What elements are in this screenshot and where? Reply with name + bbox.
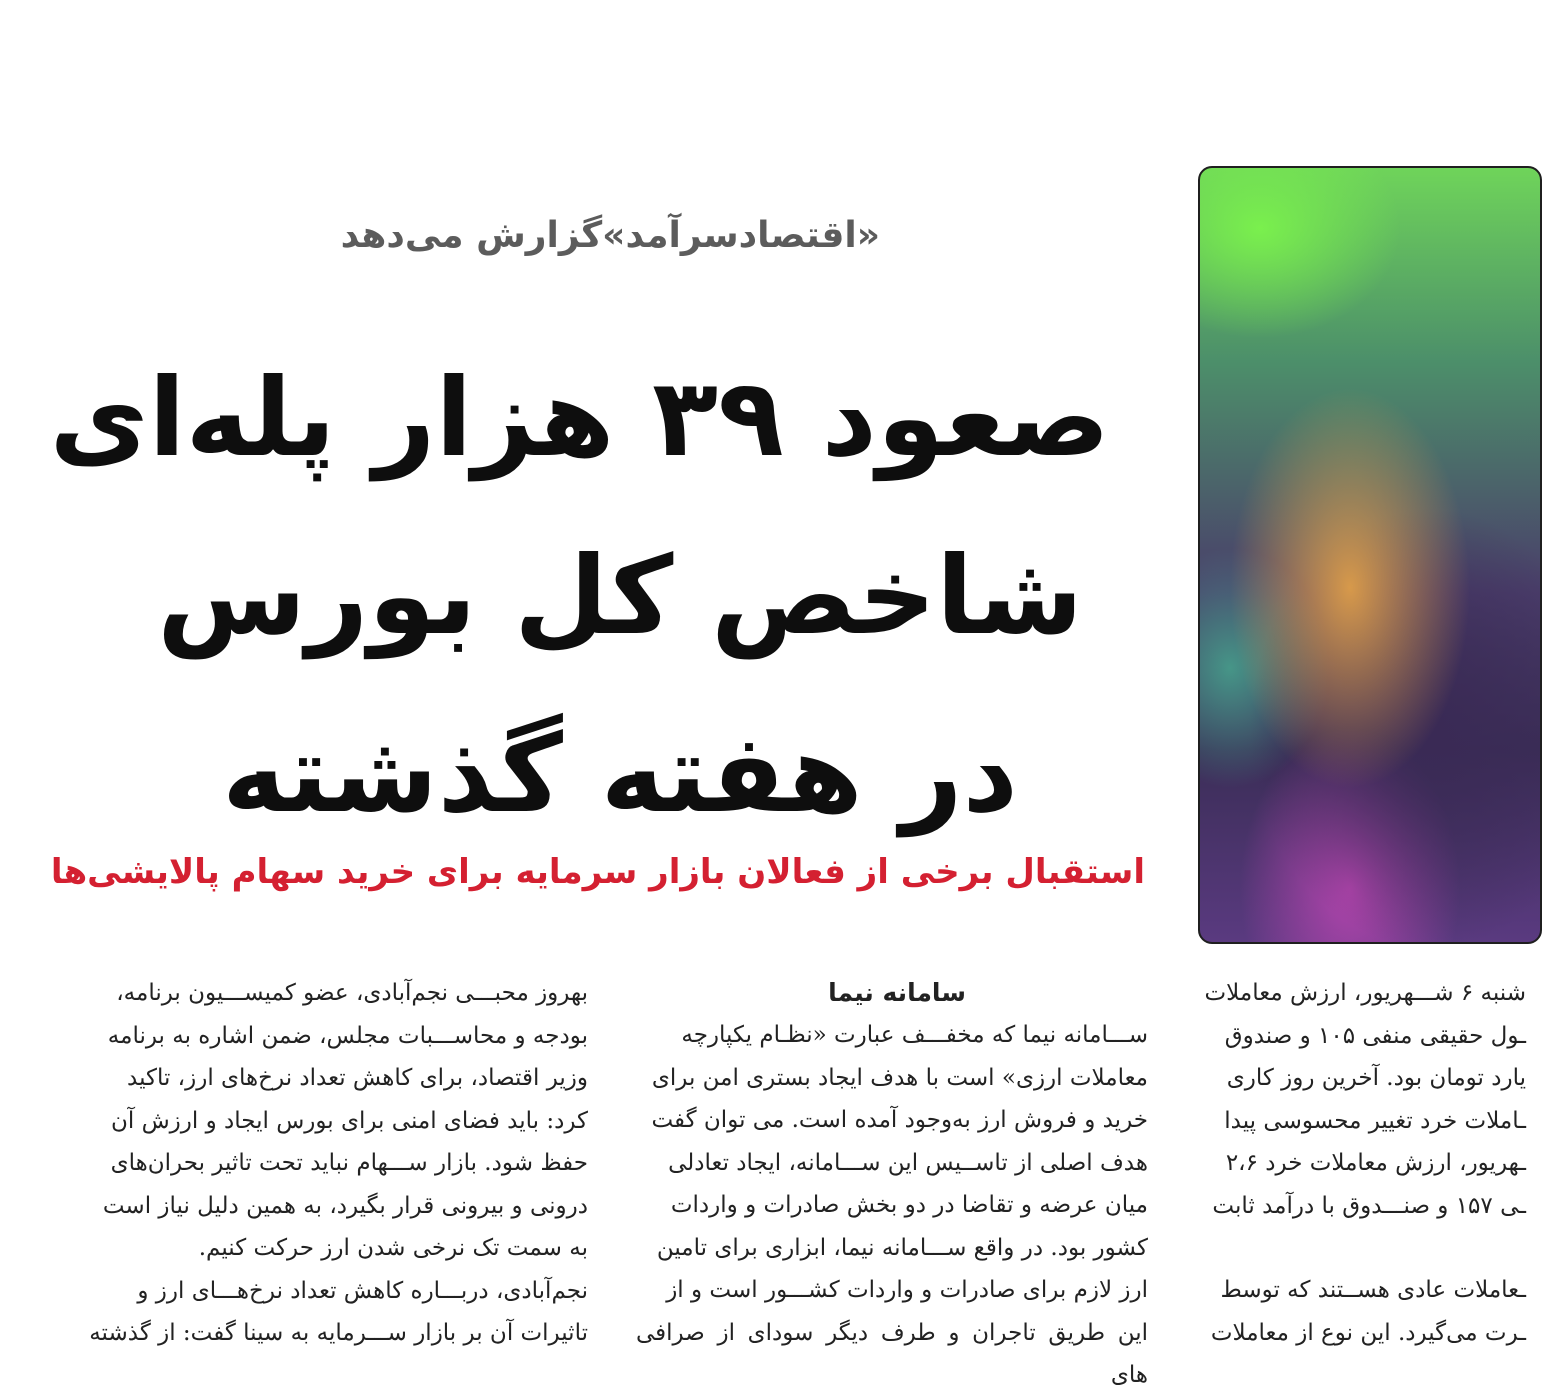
body-line: معاملات ارزی» است با هدف ایجاد بستری امن برای <box>651 1064 1148 1091</box>
body-line: ـاملات خرد تغییر محسوسی پیدا <box>1224 1107 1526 1134</box>
body-line: خرید و فروش ارز به‌وجود آمده است. می توان گفت <box>651 1107 1148 1133</box>
column-middle <box>636 972 1148 1397</box>
section-heading: سامانه نیما <box>828 978 966 1007</box>
article-headline <box>49 330 1110 864</box>
body-line: درونی و بیرونی قرار بگیرد، به همین دلیل نیاز است <box>102 1192 588 1219</box>
headline-line: در هفته گذشته <box>222 712 1018 837</box>
column-right <box>1196 972 1526 1354</box>
body-line: به سمت تک نرخی شدن ارز حرکت کنیم. <box>198 1235 588 1261</box>
article-kicker: «اقتصادسرآمد»گزارش می‌دهد <box>340 215 880 256</box>
body-line: ـی ۱۵۷ و صنـــدوق با درآمد ثابت <box>1212 1192 1526 1219</box>
body-line: وزیر اقتصاد، برای کاهش تعداد نرخ‌های ارز، تاکید <box>127 1065 588 1091</box>
body-line: یارد تومان بود. آخرین روز کاری <box>1226 1065 1526 1091</box>
body-line: این طریق تاجران و طرف دیگر سودای از صرافی های <box>636 1319 1148 1388</box>
body-line: کرد: باید فضای امنی برای بورس ایجاد و ارزش آن <box>111 1107 588 1134</box>
body-line: بهروز محبـــی نجم‌آبادی، عضو کمیســـیون برنامه، <box>116 980 588 1006</box>
body-line: بودجه و محاســـبات مجلس، ضمن اشاره به برنامه <box>107 1022 588 1049</box>
body-line: ـرت می‌گیرد. این نوع از معاملات <box>1210 1319 1526 1346</box>
article-photo <box>1198 166 1542 944</box>
column-left <box>78 972 588 1355</box>
headline-line: شاخص کل بورس <box>157 534 1083 659</box>
body-line: ســـامانه نیما که مخفـــف عبارت «نظـام یکپارچه <box>681 1022 1148 1048</box>
body-line: حفظ شود. بازار ســـهام نباید تحت تاثیر بحران‌های <box>110 1150 588 1176</box>
body-line: هدف اصلی از تاســیس این ســـامانه، ایجاد تعادلی <box>668 1149 1148 1176</box>
article-subtitle: استقبال برخی از فعالان بازار سرمایه برای خرید سهام پالایشی‌ها <box>50 852 1145 892</box>
body-line: نجم‌آبادی، دربـــاره کاهش تعداد نرخ‌هـــای ارز و <box>137 1277 588 1304</box>
body-line: ارز لازم برای صادرات و واردات کشـــور است و از <box>666 1277 1148 1303</box>
headline-line: صعود ۳۹ هزار پله‌ای <box>49 356 1110 481</box>
body-line: ـهریور، ارزش معاملات خرد ۲،۶ <box>1225 1150 1526 1176</box>
body-line: تاثیرات آن بر بازار ســـرمایه به سینا گفت: از گذشته <box>89 1320 588 1346</box>
body-line: ـعاملات عادی هســتند که توسط <box>1220 1277 1526 1303</box>
paragraph-gap <box>1196 1227 1526 1269</box>
body-line: کشور بود. در واقع ســـامانه نیما، ابزاری برای تامین <box>656 1234 1148 1261</box>
body-line: میان عرضه و تقاضا در دو بخش صادرات و واردات <box>670 1192 1148 1218</box>
body-line: شنبه ۶ شـــهریور، ارزش معاملات <box>1204 980 1526 1006</box>
body-line: ـول حقیقی منفی ۱۰۵ و صندوق <box>1224 1022 1526 1049</box>
